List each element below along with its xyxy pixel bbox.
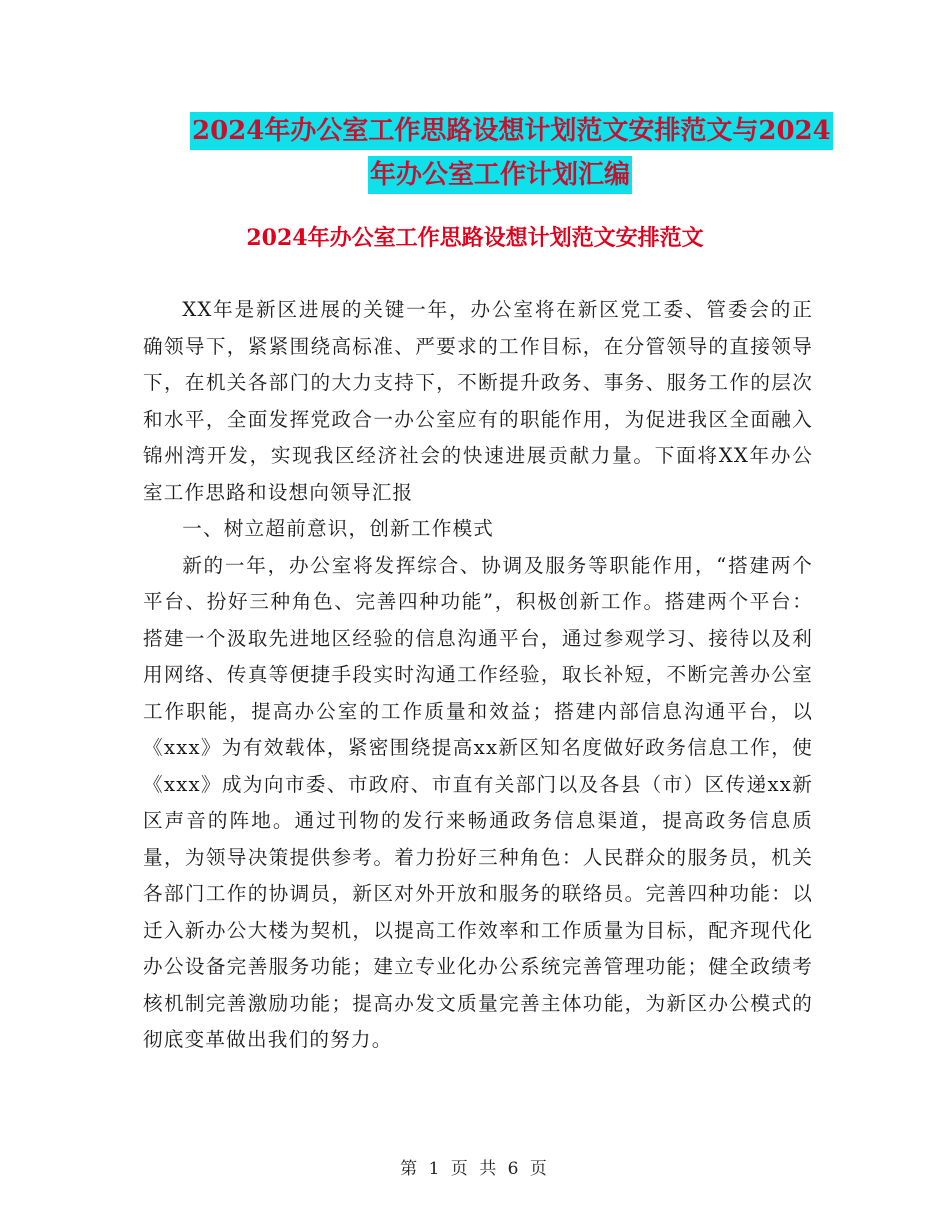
title-line-2: 年办公室工作计划汇编: [368, 156, 632, 194]
body-text: [143, 292, 813, 1059]
section-heading: 2024年办公室工作思路设想计划范文安排范文: [246, 225, 704, 251]
paragraph-intro: XX年是新区进展的关键一年，办公室将在新区党工委、管委会的正确领导下，紧紧围绕高标准、严要求的工作目标，在分管领导的直接领导下，在机关各部门的大力支持下，不断提升政务、事务、服务工作的层次和水平，全面发挥党政合一办公室应有的职能作用，为促进我区全面融入锦州湾开发，实现我区经济社会的快速进展贡献力量。下面将XX年办公室工作思路和设想向领导汇报: [143, 298, 813, 504]
page-footer: 第 1 页 共 6 页: [400, 1159, 550, 1179]
paragraph-body-1: 新的一年，办公室将发挥综合、协调及服务等职能作用，“搭建两个平台、扮好三种角色、完善四种功能”，积极创新工作。搭建两个平台：搭建一个汲取先进地区经验的信息沟通平台，通过参观学习、接待以及利用网络、传真等便捷手段实时沟通工作经验，取长补短，不断完善办公室工作职能，提高办公室的工作质量和效益；搭建内部信息沟通平台，以《xxx》为有效载体，紧密围绕提高xx新区知名度做好政务信息工作，使《xxx》成为向市委、市政府、市直有关部门以及各县（市）区传递xx新区声音的阵地。通过刊物的发行来畅通政务信息渠道，提高政务信息质量，为领导决策提供参考。着力扮好三种角色：人民群众的服务员，机关各部门工作的协调员，新区对外开放和服务的联络员。完善四种功能：以迁入新办公大楼为契机，以提高工作效率和工作质量为目标，配齐现代化办公设备完善服务功能；建立专业化办公系统完善管理功能；健全政绩考核机制完善激励功能；提高办发文质量完善主体功能，为新区办公模式的彻底变革做出我们的努力。: [143, 553, 813, 1051]
title-line-1: 2024年办公室工作思路设想计划范文安排范文与2024: [190, 112, 833, 150]
paragraph-heading-1: 一、树立超前意识，创新工作模式: [182, 517, 495, 540]
